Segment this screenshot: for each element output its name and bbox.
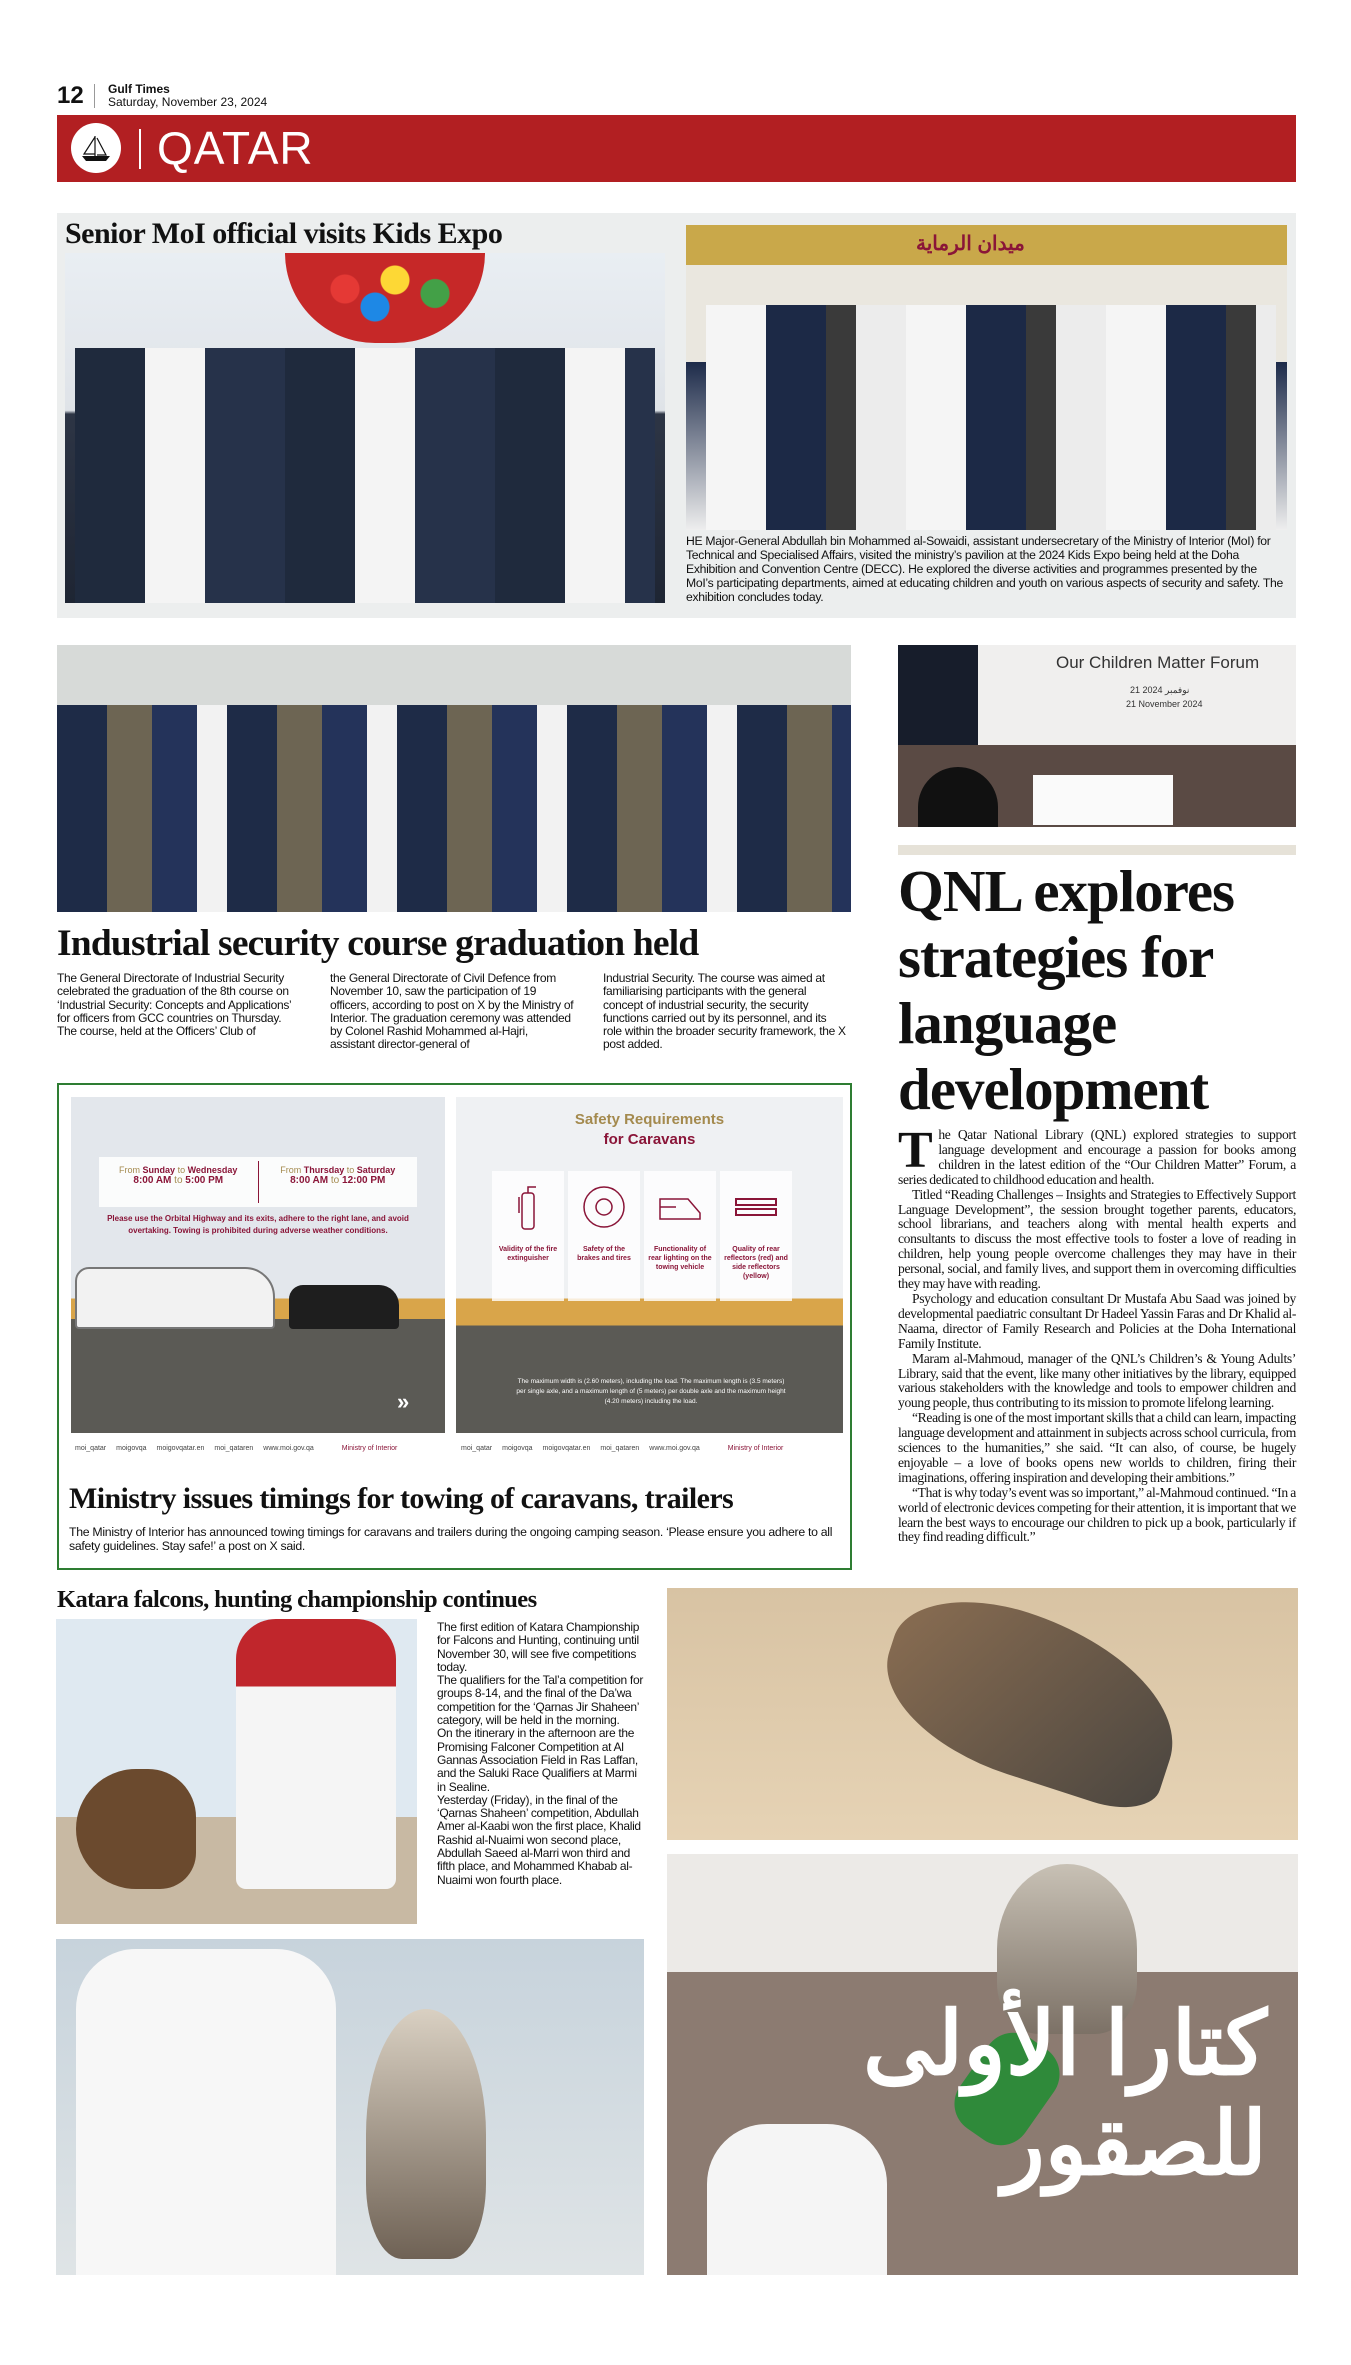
section-title: QATAR bbox=[157, 122, 314, 174]
falcon-figure bbox=[865, 1588, 1200, 1820]
masthead-divider bbox=[94, 84, 95, 108]
graduates-rows bbox=[57, 705, 851, 912]
falcon-flight-photo bbox=[667, 1588, 1298, 1840]
industrial-col-1: The General Directorate of Industrial Security celebrated the graduation of the 8th course on ‘Industrial Security: Concepts and Applications’ for officers from GCC countries on Thursday. The course, held at the Officers’ Club of bbox=[57, 971, 291, 1039]
social-row-right bbox=[461, 1445, 783, 1452]
katara-para: On the itinerary in the afternoon are the Promising Falconer Competition at Al Gannas Association Field in Ras Laffan, and the Saluki Race Qualifiers at Marmi in Sealine. bbox=[437, 1726, 638, 1794]
towing-timings-infographic bbox=[71, 1097, 445, 1433]
newspaper-name: Gulf Times bbox=[108, 82, 170, 96]
caravan-story-box bbox=[57, 1083, 852, 1570]
mol-visit-panel bbox=[57, 213, 1296, 618]
social-instagram[interactable]: moi_qatar bbox=[461, 1445, 493, 1452]
qnl-para: Psychology and education consultant Dr Mustafa Abu Saad was joined by developmental paediatric consultant Dr Hadeel Yassin Faras and Dr Khalid al-Naama, director of Family Research and Policies at the Doha International Family Institute. bbox=[898, 1290, 1296, 1351]
crowd bbox=[706, 305, 1276, 530]
timings-box bbox=[99, 1157, 417, 1207]
balloon-arch bbox=[285, 253, 485, 343]
timing-sun-wed: From Sunday to Wednesday 8:00 AM to 5:00 PM bbox=[119, 1165, 238, 1186]
dhow-icon bbox=[71, 123, 121, 173]
caravan-illustration bbox=[75, 1267, 275, 1329]
qnl-para: Maram al-Mahmoud, manager of the QNL’s Children’s & Young Adults’ Library, said that the event, like many other initiatives by the library, equipped various stakeholders with the knowledge and tools to empower children and young people, thus contributing to its mission to promote lifelong learning. bbox=[898, 1350, 1296, 1411]
social-x[interactable]: moi_qataren bbox=[214, 1445, 254, 1452]
qnl-para: Titled “Reading Challenges – Insights and Strategies to Effectively Support Language Development”, the session brought together parents, educators, school librarians, and teachers along with mental health experts and consultants to discuss the most effective tools to foster a love of reading in children, help young people overcome challenges they may have in their personal, social, and family lives, and support them in overcoming difficulties they may have with reading. bbox=[898, 1186, 1296, 1292]
pavilion-banner-text: ميدان الرماية bbox=[916, 233, 1025, 255]
falconer-figure bbox=[76, 1949, 336, 2275]
requirement-card: Safety of the brakes and tires bbox=[568, 1171, 640, 1301]
safety-title: Safety Requirements bbox=[574, 1111, 725, 1128]
officers-group bbox=[75, 348, 655, 603]
requirement-card: Validity of the fire extinguisher bbox=[492, 1171, 564, 1301]
requirement-card: Functionality of rear lighting on the towing vehicle bbox=[644, 1171, 716, 1301]
section-bar bbox=[57, 115, 1296, 182]
falcon-glove-photo bbox=[667, 1854, 1298, 2275]
industrial-col-3: Industrial Security. The course was aimed at familiarising participants with the general concept of industrial security, the security functions carried out by its personnel, and its role within the broader security framework, the X post added. bbox=[603, 971, 846, 1052]
industrial-col-2: the General Directorate of Civil Defence from November 10, saw the participation of 19 officers, according to post on X by the Ministry of Interior. The graduation ceremony was attended by Colonel Rashid Mohammed al-Hajri, assistant director-general of bbox=[330, 971, 574, 1052]
bar-divider bbox=[139, 129, 141, 169]
qnl-para: “That is why today’s event was so important,” al-Mahmoud continued. “In a world of electronic devices competing for their attention, it is important that we learn the best ways to encourage our children to pick up a book, particularly if they find reading difficult.” bbox=[898, 1484, 1296, 1545]
social-facebook[interactable]: moigovqatar.en bbox=[542, 1445, 591, 1452]
mol-visit-headline: Senior MoI official visits Kids Expo bbox=[65, 217, 503, 250]
falconer-smiling-photo bbox=[56, 1939, 644, 2275]
stage-curtain bbox=[898, 645, 978, 745]
social-instagram[interactable]: moi_qatar bbox=[75, 1445, 107, 1452]
social-row-left bbox=[75, 1445, 397, 1452]
ministry-logo-text: Ministry of Interior bbox=[727, 1445, 784, 1452]
caravan-body: The Ministry of Interior has announced towing timings for caravans and trailers during the ongoing camping season. ‘Please ensure you adhere to all safety guidelines. Stay safe!’ a post on X said. bbox=[69, 1525, 833, 1553]
safety-requirements-infographic bbox=[456, 1097, 843, 1433]
mol-visit-caption: HE Major-General Abdullah bin Mohammed al-Sowaidi, assistant undersecretary of the Ministry of Interior (MoI) for Technical and Specialised Affairs, visited the ministry’s pavilion at the 2024 Kids Expo being held at the Doha Exhibition and Convention Centre (DECC). He explored the diverse activities and programmes presented by the MoI’s participating departments, aimed at educating children and youth on various aspects of security and safety. The exhibition concludes today. bbox=[686, 534, 1283, 604]
safety-subtitle: for Caravans bbox=[603, 1131, 696, 1148]
falcon-figure bbox=[76, 1769, 196, 1889]
social-facebook[interactable]: moigovqatar.en bbox=[156, 1445, 205, 1452]
panel-table bbox=[1033, 775, 1173, 825]
industrial-headline: Industrial security course graduation held bbox=[57, 923, 699, 964]
forum-panel-photo bbox=[898, 645, 1296, 827]
caravan-headline: Ministry issues timings for towing of caravans, trailers bbox=[69, 1482, 734, 1515]
dimensions-text: The maximum width is (2.60 meters), including the load. The maximum length is (3.5 meters) per single axle, and a maximum length of (5 meters) per double axle and the maximum height (4.20 meters) including the load. bbox=[516, 1378, 786, 1405]
kids-expo-pavilion-photo bbox=[686, 225, 1287, 530]
dropcap: T bbox=[898, 1122, 933, 1179]
katara-para: The first edition of Katara Championship for Falcons and Hunting, continuing until November 30, will see five competitions today. bbox=[437, 1620, 640, 1674]
social-website[interactable]: www.moi.gov.qa bbox=[263, 1445, 314, 1452]
qnl-rule bbox=[898, 845, 1296, 855]
forum-date-ar: 21 نوفمبر 2024 bbox=[1130, 685, 1190, 695]
graduation-group-photo bbox=[57, 645, 851, 912]
reflector-icon bbox=[732, 1183, 780, 1231]
social-website[interactable]: www.moi.gov.qa bbox=[649, 1445, 700, 1452]
social-x[interactable]: moi_qataren bbox=[600, 1445, 640, 1452]
katara-body bbox=[437, 1621, 647, 1887]
qnl-para: “Reading is one of the most important skills that a child can learn, impacting language development and attainment in subjects across school curricula, from sciences to the humanities,” she said. “It can also, of course, be hugely enjoyable – a love of books opens new worlds to children, firing their imaginations, offering inspiration and developing their ambitions.” bbox=[898, 1410, 1296, 1485]
forum-date-en: 21 November 2024 bbox=[1126, 699, 1203, 709]
forum-banner-text: Our Children Matter Forum bbox=[1056, 653, 1260, 672]
timing-thu-sat: From Thursday to Saturday 8:00 AM to 12:00 PM bbox=[280, 1165, 396, 1186]
katara-banner-text: كتارا الأولى للصقور bbox=[863, 1994, 1267, 2193]
qnl-headline: QNL explores strategies for language development bbox=[898, 858, 1235, 1122]
kids-expo-award-photo bbox=[65, 253, 665, 603]
page-number: 12 bbox=[57, 82, 84, 109]
katara-para: The qualifiers for the Tal’a competition for groups 8-14, and the final of the Da’wa competition for the ‘Qarnas Jir Shaheen’ category, will be held in the morning. bbox=[437, 1673, 644, 1728]
falcon-figure bbox=[366, 2009, 486, 2259]
falconer-crouching-photo bbox=[56, 1619, 417, 1924]
issue-date: Saturday, November 23, 2024 bbox=[108, 95, 268, 109]
ministry-logo-text: Ministry of Interior bbox=[341, 1445, 398, 1452]
katara-headline: Katara falcons, hunting championship continues bbox=[57, 1586, 537, 1613]
audience-head bbox=[918, 767, 998, 827]
katara-para: Yesterday (Friday), in the final of the ‘Qarnas Shaheen’ competition, Abdullah Amer al-Kaabi won the first place, Khalid Rashid al-Nuaimi won second place, Abdullah Saeed al-Marri won third and fifth place, and Mohammed Khabab al-Nuaimi won fourth place. bbox=[437, 1792, 641, 1887]
falconer-figure bbox=[236, 1619, 396, 1889]
rear-light-icon bbox=[656, 1183, 704, 1231]
requirement-card: Quality of rear reflectors (red) and side reflectors (yellow) bbox=[720, 1171, 792, 1301]
qnl-para: he Qatar National Library (QNL) explored strategies to support language development and encourage a passion for books among children in the latest edition of the “Our Children Matter” Forum, a series dedicated to childhood education and health. bbox=[898, 1127, 1296, 1187]
social-youtube[interactable]: moigovqa bbox=[116, 1445, 147, 1452]
requirements-row bbox=[492, 1171, 792, 1301]
towing-notice: Please use the Orbital Highway and its exits, adhere to the right lane, and avoid overtaking. Towing is prohibited during adverse weather conditions. bbox=[107, 1214, 409, 1235]
fire-extinguisher-icon bbox=[513, 1183, 543, 1231]
brake-disc-icon bbox=[580, 1183, 628, 1231]
social-youtube[interactable]: moigovqa bbox=[502, 1445, 533, 1452]
suv-illustration bbox=[289, 1285, 399, 1329]
qnl-article-body bbox=[898, 1122, 1296, 1545]
chevrons-right-icon: » bbox=[397, 1389, 410, 1414]
